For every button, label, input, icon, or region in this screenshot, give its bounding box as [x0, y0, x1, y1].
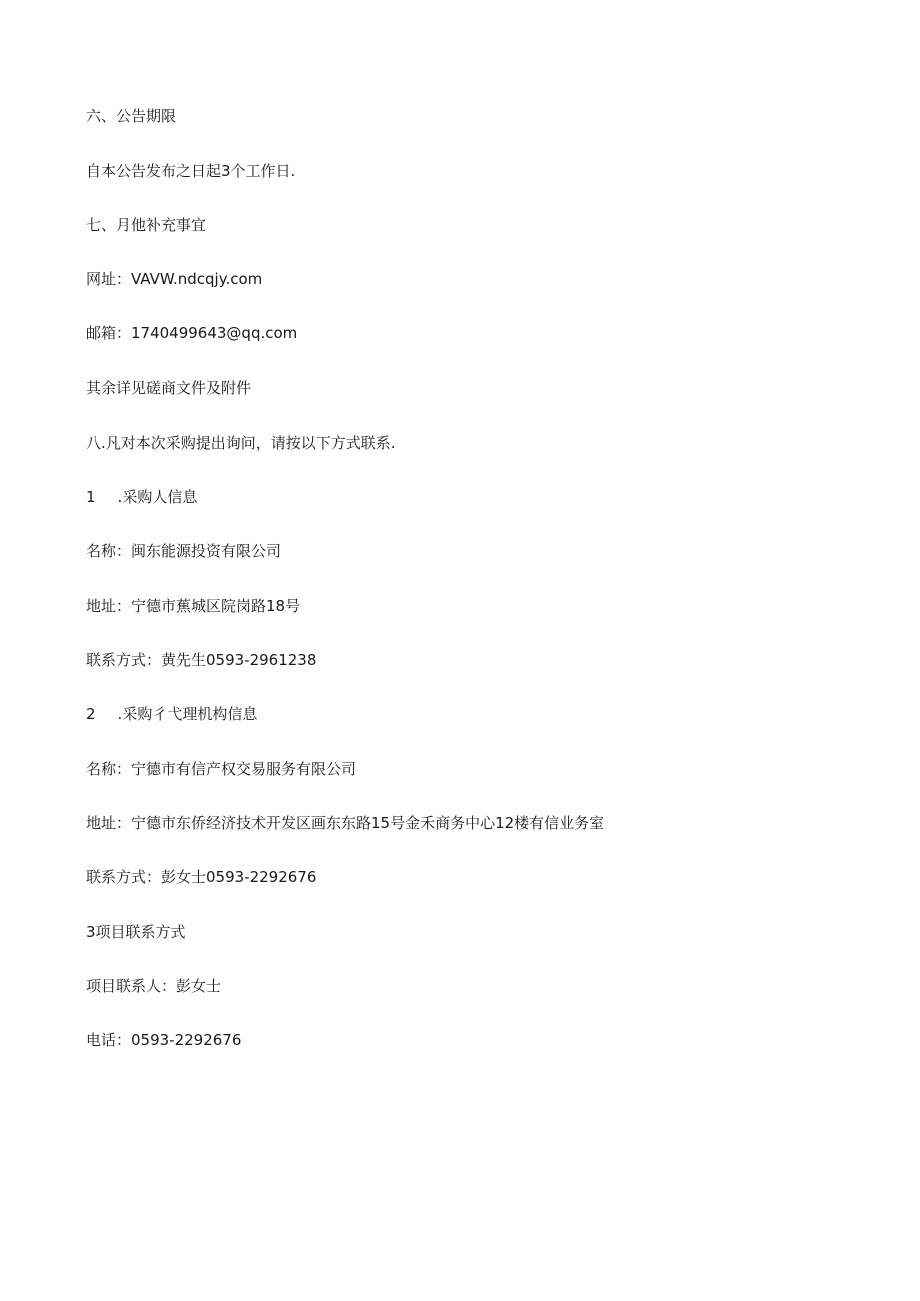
agency-info-heading — [86, 704, 257, 724]
section-8-heading: 八.凡对本次采购提出询问，请按以下方式联系. — [86, 434, 396, 452]
item-title: .采购彳弋理机构信息 — [117, 705, 258, 723]
item-number: 2 — [86, 705, 96, 723]
section-6-heading: 六、公告期限 — [86, 107, 177, 125]
agency-address-line: 地址：宁德市东侨经济技术开发区画东东路15号金禾商务中心12楼有信业务室 — [86, 814, 605, 832]
section-7-heading: 七、月他补充事宜 — [86, 216, 207, 234]
phone-line: 电话：0593-2292676 — [86, 1031, 242, 1049]
project-contact-heading: 3项目联系方式 — [86, 923, 186, 941]
purchaser-contact-line: 联系方式：黄先生0593-2961238 — [86, 651, 317, 669]
purchaser-name-line: 名称：闽东能源投资有限公司 — [86, 542, 282, 560]
agency-name-line: 名称：宁德市有信产权交易服务有限公司 — [86, 760, 357, 778]
notice-period-text: 自本公告发布之日起3个工作日. — [86, 162, 296, 180]
website-line: 网址：VAVW.ndcqjy.com — [86, 270, 263, 288]
see-documents-line: 其余详见磋商文件及附件 — [86, 379, 252, 397]
item-number: 1 — [86, 488, 96, 506]
email-line: 邮箱：1740499643@qq.com — [86, 324, 298, 342]
purchaser-info-heading — [86, 487, 197, 507]
agency-contact-line: 联系方式：彭女士0593-2292676 — [86, 868, 317, 886]
item-title: .采购人信息 — [117, 488, 198, 506]
project-contact-person-line: 项目联系人：彭女士 — [86, 977, 222, 995]
purchaser-address-line: 地址：宁德市蕉城区院岗路18号 — [86, 597, 301, 615]
